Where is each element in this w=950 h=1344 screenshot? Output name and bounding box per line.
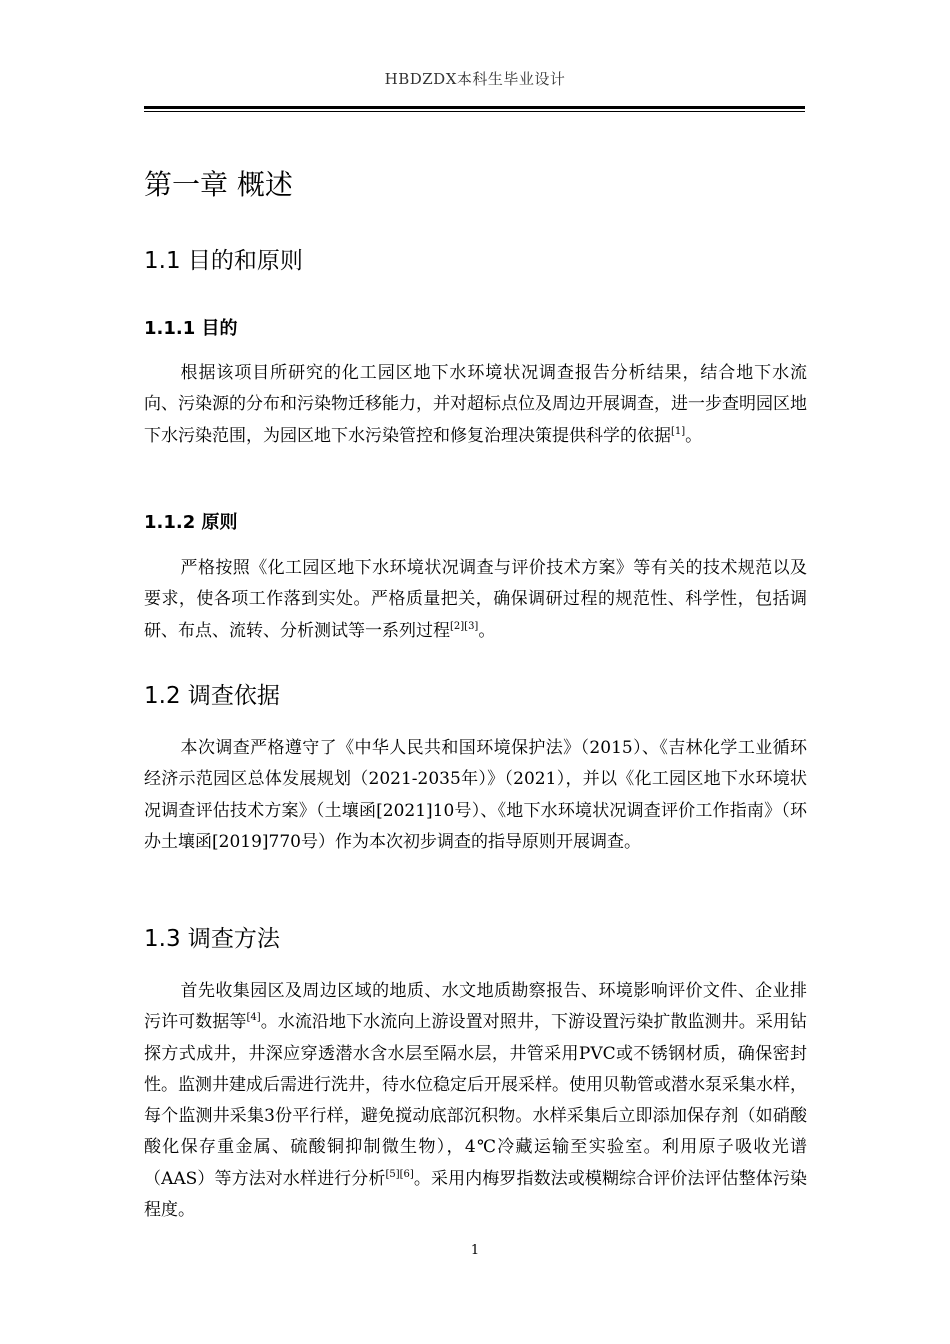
paragraph-methods-text-b: 。水流沿地下水流向上游设置对照井，下游设置污染扩散监测井。采用钻探方式成井，井深应穿透潜水含水层至隔水层，井管采用PVC或不锈钢材质，确保密封性。监测井建成后需进行洗井，待水位稳定后开展采样。使用贝勒管或潜水泵采集水样，每个监测井采集3份平行样，避免搅动底部沉积物。水样采集后立即添加保存剂（如硝酸酸化保存重金属、硫酸铜抑制微生物），4℃冷藏运输至实验室。利用原子吸收光谱（AAS）等方法对水样进行分析 (144, 1012, 808, 1189)
chapter-title: 第一章 概述 (144, 168, 293, 201)
section-1-1-2-title: 1.1.2 原则 (144, 512, 238, 533)
section-1-1-title: 1.1 目的和原则 (144, 248, 303, 274)
paragraph-methods-text-c: 。采用内梅罗指数法或模糊综合评价法评估整体污染程度。 (144, 1168, 808, 1221)
citation-1: [1] (671, 425, 686, 437)
header-rule-thick (144, 106, 805, 109)
paragraph-methods (144, 976, 807, 1226)
paragraph-principle-text: 严格按照《化工园区地下水环境状况调查与评价技术方案》等有关的技术规范以及要求，使各项工作落到实处。严格质量把关，确保调研过程的规范性、科学性，包括调研、布点、流转、分析测试等一系列过程 (144, 558, 807, 641)
paragraph-purpose-text: 根据该项目所研究的化工园区地下水环境状况调查报告分析结果，结合地下水流向、污染源的分布和污染物迁移能力，并对超标点位及周边开展调查，进一步查明园区地下水污染范围，为园区地下水污染管控和修复治理决策提供科学的依据 (144, 363, 807, 446)
citation-4: [4] (246, 1012, 261, 1024)
citation-5-6: [5][6] (385, 1168, 414, 1180)
citation-2-3: [2][3] (450, 620, 479, 632)
paragraph-basis: 本次调查严格遵守了《中华人民共和国环境保护法》（2015）、《吉林化学工业循环经济示范园区总体发展规划（2021-2035年）》（2021），并以《化工园区地下水环境状况调查评估技术方案》（土壤函[2021]10号）、《地下水环境状况调查评价工作指南》（环办土壤函[2019]770号）作为本次初步调查的指导原则开展调查。 (144, 738, 807, 852)
paragraph-methods-text-a: 首先收集园区及周边区域的地质、水文地质勘察报告、环境影响评价文件、企业排污许可数据等 (144, 981, 807, 1033)
header-rule-thin (144, 111, 805, 112)
section-1-1-1-title: 1.1.1 目的 (144, 318, 238, 339)
page-number: 1 (470, 1243, 480, 1258)
paragraph-purpose (144, 358, 807, 452)
paragraph-principle-end: 。 (478, 620, 496, 641)
paragraph-principle (144, 553, 807, 647)
section-1-2-title: 1.2 调查依据 (144, 683, 280, 709)
section-1-3-title: 1.3 调查方法 (144, 926, 280, 952)
running-header: HBDZDX本科生毕业设计 (384, 70, 566, 88)
paragraph-purpose-end: 。 (685, 425, 703, 446)
